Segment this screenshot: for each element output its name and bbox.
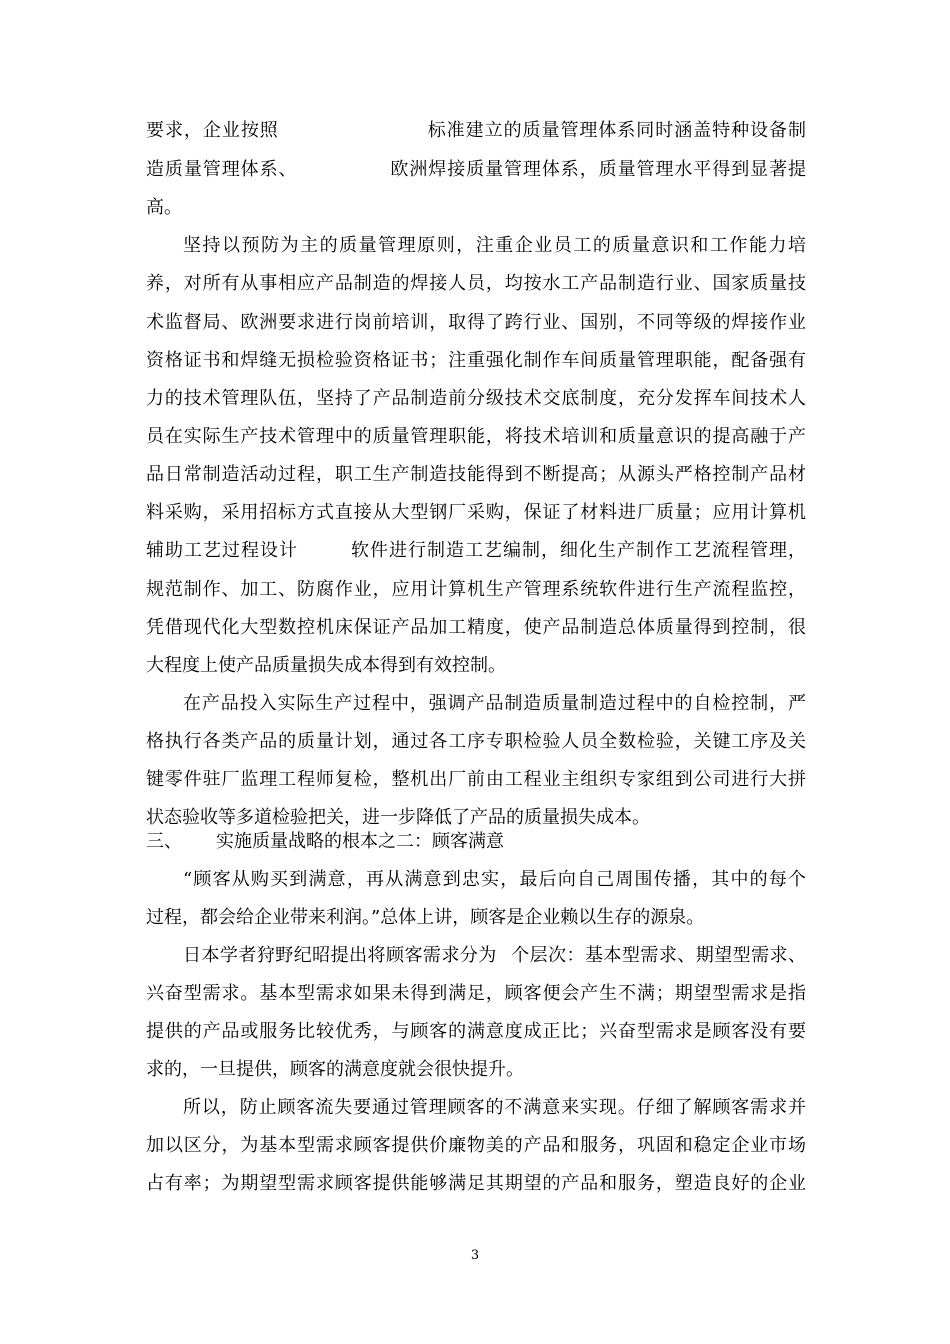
- text-line: 养，对所有从事相应产品制造的焊接人员，均按水工产品制造行业、国家质量技: [146, 273, 806, 294]
- paragraph-first-line: 日本学者狩野纪昭提出将顾客需求分为 个层次：基本型需求、期望型需求、: [183, 945, 806, 966]
- text-line: 辅助工艺过程设计 软件进行制造工艺编制，细化生产制作工艺流程管理，: [146, 540, 806, 561]
- text-line: 高。: [146, 197, 182, 218]
- text-line: 要求，企业按照 标准建立的质量管理体系同时涵盖特种设备制: [146, 120, 806, 141]
- text-line: 料采购，采用招标方式直接从大型钢厂采购，保证了材料进厂质量；应用计算机: [146, 502, 806, 523]
- text-line: 规范制作、加工、防腐作业，应用计算机生产管理系统软件进行生产流程监控，: [146, 579, 806, 600]
- section-heading: 三、 实施质量战略的根本之二：顾客满意: [146, 831, 504, 852]
- text-line: 格执行各类产品的质量计划，通过各工序专职检验人员全数检验，关键工序及关: [146, 731, 806, 752]
- text-line: 提供的产品或服务比较优秀，与顾客的满意度成正比；兴奋型需求是顾客没有要: [146, 1021, 806, 1042]
- text-line: 品日常制造活动过程，职工生产制造技能得到不断提高；从源头严格控制产品材: [146, 464, 806, 485]
- text-line: 员在实际生产技术管理中的质量管理职能，将技术培训和质量意识的提高融于产: [146, 426, 806, 447]
- text-line: 求的，一旦提供，顾客的满意度就会很快提升。: [146, 1059, 524, 1080]
- paragraph-first-line: 所以，防止顾客流失要通过管理顾客的不满意来实现。仔细了解顾客需求并: [183, 1097, 806, 1118]
- paragraph-first-line: 在产品投入实际生产过程中，强调产品制造质量制造过程中的自检控制，严: [183, 693, 806, 714]
- text-line: 加以区分，为基本型需求顾客提供价廉物美的产品和服务，巩固和稳定企业市场: [146, 1135, 806, 1156]
- text-line: 过程，都会给企业带来利润。”总体上讲，顾客是企业赖以生存的源泉。: [146, 907, 705, 928]
- paragraph-first-line: 坚持以预防为主的质量管理原则，注重企业员工的质量意识和工作能力培: [183, 235, 806, 256]
- text-line: 状态验收等多道检验把关，进一步降低了产品的质量损失成本。: [146, 807, 650, 828]
- text-line: 凭借现代化大型数控机床保证产品加工精度，使产品制造总体质量得到控制，很: [146, 617, 806, 638]
- text-line: 占有率；为期望型需求顾客提供能够满足其期望的产品和服务，塑造良好的企业: [146, 1173, 806, 1194]
- text-line: 兴奋型需求。基本型需求如果未得到满足，顾客便会产生不满；期望型需求是指: [146, 983, 806, 1004]
- text-line: 造质量管理体系、 欧洲焊接质量管理体系，质量管理水平得到显著提: [146, 159, 806, 180]
- text-line: 大程度上使产品质量损失成本得到有效控制。: [146, 655, 506, 676]
- text-line: 力的技术管理队伍，坚持了产品制造前分级技术交底制度，充分发挥车间技术人: [146, 388, 806, 409]
- page-number: 3: [470, 1248, 480, 1263]
- text-line: 资格证书和焊缝无损检验资格证书；注重强化制作车间质量管理职能，配备强有: [146, 350, 806, 371]
- text-line: 键零件驻厂监理工程师复检，整机出厂前由工程业主组织专家组到公司进行大拼: [146, 769, 806, 790]
- text-line: 术监督局、欧洲要求进行岗前培训，取得了跨行业、国别，不同等级的焊接作业: [146, 312, 806, 333]
- paragraph-first-line: “顾客从购买到满意，再从满意到忠实，最后向自己周围传播，其中的每个: [183, 869, 806, 890]
